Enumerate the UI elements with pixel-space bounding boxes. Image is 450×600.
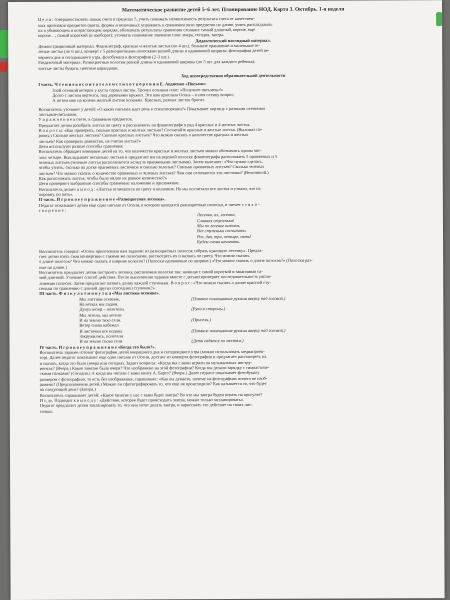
green-toy-piece-right	[436, 12, 442, 26]
chant-line: Мы листики осенние,	[79, 296, 120, 302]
chant-action: (Плавное покачивание руками вверху над головой.)	[191, 295, 286, 301]
part3-heading: III часть. Ф и з к у л ь т м и н у т к а «Мы листики осенние».	[39, 290, 160, 297]
chant-line: Закружились, полетели	[79, 333, 124, 339]
part4-heading: IV часть. И г р о в о е у п р а ж н е н и е «Когда это было?».	[39, 344, 156, 350]
goals-line: короче…, самый короткий (и наоборот); уточнять понимание значения слов: вчера, сегодня, завтра.	[38, 32, 225, 39]
poem-line: Славная ступенька!	[196, 217, 235, 223]
poem-line: Будем снова начинать.	[197, 239, 241, 245]
part2-text	[39, 247, 429, 291]
text-line: лом: четыре. Выкладывает несколько листьев и предлагает им на верхней полоске фланелеграфа расположить 5 оранжевых и 5	[38, 153, 278, 160]
poem-line: Мы по лесенке шагаем,	[196, 223, 241, 229]
red-toy-piece	[0, 62, 7, 72]
goals-line: Ц е л и : совершенствовать навык счета в пределах 5, учить понимать независимость результата счета от качествен-	[38, 16, 255, 23]
text-line: Дети проверяют выбранные способы сравнения: наложение и приложение.	[38, 180, 180, 187]
text-line: Дети используют разные способы сравнения.	[38, 143, 124, 149]
materials-line: Раздаточный материал. Разноцветные полоски разной длины и одинаковой ширины (по 5 шт. для каждого ребенка);	[38, 59, 256, 66]
text-line: Воспитатель заранее готовит фотографии детей вчерашнего дня и сегодняшнего утра (можно использовать медиапроек-	[39, 348, 265, 355]
part3-chant	[39, 295, 429, 345]
goals-line: их в убывающем и возрастающем порядке, обозначать результаты сравнения словами: самый длинный, короче, еще	[38, 27, 256, 33]
chant-line: И на землю тихо сели.	[79, 317, 122, 323]
text-line: ментах? (Вчера.) Какое занятие было вчера? Что изображено на этой фотографии? Когда мы делали зарядку с гимнастиче-	[39, 364, 270, 371]
chant-line: Ветер снова набежал	[79, 322, 119, 329]
text-line: Воспитатель предлагает детям построить лесенку, расположив полоски так: начиная с самой короткой и заканчивая са-	[39, 268, 263, 275]
text-line: т в о р е н и е :	[38, 207, 66, 213]
part1-text	[38, 105, 428, 198]
chant-line: И листочки все поднял.	[79, 328, 124, 334]
text-line: листьев? Что можно сказать о количестве оранжевых и зеленых листьев? Чем они отличаются эти листочки? (Величиной.)	[38, 169, 269, 176]
text-line: ложения полосок. Затем предлагает назвать длину каждой ступеньки. В о п р о с : «Что можно сказать о длине красной сту-	[39, 279, 271, 286]
poem-line: Раз, два, три, четыре, пять!	[197, 233, 252, 239]
text-line: чтобы узнать, сколько на доске оранжевых листочков и сколько зеленых? Сколько оранжевых листьев? Сколько зеленых	[38, 164, 265, 171]
text-line: гает детям взять свои конвертики с такими же полосками, рассмотреть их и назвать по цвету. Что можно сказать	[39, 252, 250, 259]
chant-action: (Дети садятся по местам.)	[191, 338, 244, 344]
text-line: Воспитатель говорит: «Осень приготовила нам задание: из разноцветных полосок собрать красивую лесенку». Предла-	[39, 247, 263, 254]
poem-line: А потом мне на колени желтый листик положил. Красных, разных листов бросят.	[52, 97, 205, 104]
part4-text	[40, 348, 430, 414]
text-line: пеньки по сравнению с длиной других (соседних) ступенек?».	[39, 285, 156, 291]
part1-poem	[52, 86, 428, 104]
text-line: зеленых листьев (зеленые листья располагаются вслед за оранжевыми листьями). Затем выясняет: «Что нужно сделать,	[38, 158, 263, 165]
text-line: Предлагает детям разобрать листья по цвету и расположить на фланелеграфе в ряд 4 красных и 4 желтых листья.	[38, 121, 251, 128]
poem-line: Все ступеньки сосчитаем.	[196, 228, 247, 234]
text-line: ражено? (Предположения детей.) Можно ли сфотографировать то, что еще не происходило? Как называется то, что будет	[39, 380, 267, 387]
part2-heading: II часть. И г р о в о е у п р а ж н е н и е «Разноцветная лесенка».	[38, 196, 166, 203]
chant-line: На ветках мы сидим.	[79, 301, 119, 307]
text-line: Педагог показывает детям еще одно письмо от Осени, в котором находятся разноцветные полоски, и читает с т и х о -	[38, 201, 260, 208]
poem-line: Долго с листом вертелся, под деревьями кружил. Это вам прислала Осень – в нем осенку вопрос,	[52, 91, 235, 98]
poem-line: Лесенка, ах, лесенка,	[196, 212, 236, 218]
goals-block	[38, 16, 428, 39]
activity-heading: Ход непосредственно образовательной деятельности	[181, 72, 286, 79]
text-line: В о п р о с ы: «Как проверить, сколько красных и желтых листьев? Сосчитайте красные и желтые листья. (Выложат по-	[38, 126, 263, 133]
part2-poem	[197, 212, 429, 245]
text-line: Воспитатель делает в ы в о д : «Листья отличаются по цвету и величине. Но мы посчитали все листья и узнали, что их	[38, 185, 261, 192]
text-line: ные по длине.)	[39, 264, 67, 270]
document-page	[8, 0, 445, 600]
poem-line: Злой осенний ветерок у куста сорвал листок. Тронул осенним пляс: «Получите письмецо!»	[52, 86, 224, 93]
text-line: ровну.) Сколько желтых листьев? Сколько красных листьев? Что можно сказать о количестве красных и желтых	[38, 132, 249, 139]
text-line: о длине полосок? Что можно сказать о ширине полосок? (Полоски одинаковые по ширине.) «Что можно сказать о длине полосок?» (Полоски раз-	[39, 257, 313, 265]
text-line: на следующий день? (Завтра.)	[39, 387, 96, 393]
text-line: листьев? Как проверить равенство, не считая листья?»	[38, 138, 141, 144]
text-line: Воспитатель спрашивает детей: «Какое занятие у нас с вами будет завтра? Во что мы завтра будем играть на прогулке?	[39, 391, 263, 398]
chant-line: Дунул ветер – полетели.	[79, 306, 125, 312]
materials-block	[38, 42, 428, 70]
document-content	[38, 6, 430, 414]
text-line: Как расположить листья, чтобы было видно их равное количество?»	[38, 175, 167, 181]
text-line: Педагог предлагает детям запланировать то, что они хотят делать завтра, и нарисовать это действие на своих лис-	[39, 402, 253, 409]
text-line: Воспитатель уточняет у детей: «О каких письмах идет речь в стихотворении?» Показывает корзину с разными осенними	[38, 105, 265, 112]
text-line: размером с фотографию, то есть без изображения, спрашивает: «Как вы думаете, почему на фотографиях ничего не изоб-	[39, 375, 268, 382]
text-line: поровну, по пять».	[38, 191, 74, 197]
materials-line: леные листья (по 6 шт.), конверт с 5 разноцветными полосками разной длины и одинаковой ширины, фотографии детей ве-	[38, 48, 270, 55]
text-line: точках.	[39, 408, 54, 414]
materials-line: чистые листы бумаги, цветные карандаши.	[38, 65, 119, 71]
materials-line: чернего дня и сегодняшнего утра, фотобумага к фотографии (2–3 шт.).	[38, 54, 170, 60]
text-line: У п р а ж н е н и е в счете, в сравнении предметов.	[38, 116, 133, 123]
text-line: тор). Далее педагог показывает еще одно письмо от Осени, достает из конверта фотографии и предлагает рассмотреть их	[39, 354, 267, 361]
text-line: мой длинной. Уточняет способ действия. После выполнения задания вместе с детьми проверяет последовательность распо-	[39, 274, 272, 281]
chant-action: (Присели.)	[191, 317, 211, 323]
document-title: Математическое развитие детей 5–6 лет. Планирование НОД. Карта 3. Октябрь. 1-я неделя	[121, 6, 345, 14]
chant-line: Мы летели, мы летели	[79, 312, 122, 318]
part1-heading: I часть. Ч т е н и е в о с п и т а т е л е м с т и х о т в о р е н и я Е. Авдиенко «Письмо»:	[38, 81, 207, 88]
text-line: И т. д». Подводит к в ы в о д у : «Действие, которое будет происходить завтра, можно только запланировать».	[39, 397, 245, 403]
chant-action: (Руки в стороны.)	[191, 306, 226, 312]
text-line: и сказать, когда это было (вчера или сегодня). Задает вопросы: «Когда мы с вами играли на музыкальных инстру-	[39, 359, 252, 366]
text-line: Воспитатель обращает внимание детей на то, что количество красных и желтых листьев можно обозначить одним чис-	[38, 148, 262, 155]
chant-line: И на землю снова сели.	[79, 338, 124, 345]
goals-line: ных признаков предметов (цвета, формы и величины); упражнять в сравнении пяти предметов по длине, учить раскладывать	[38, 21, 273, 28]
chant-action: (Плавное покачивание руками вверху над головой.)	[191, 327, 286, 333]
materials-heading: Дидактический наглядный материал.	[195, 37, 271, 43]
text-line: скими палками? (Сегодня.) А когда мы читали с вами книгу А. Барто? (Вчера.) Далее педагог показывает фотобумагу	[39, 370, 260, 377]
materials-line: Демонстрационный материал. Фланелеграф, красные и желтые листья (по 4 шт.), большие оранжевые и маленькие зе-	[38, 43, 260, 49]
text-line: листьями-письмами.	[38, 111, 78, 117]
